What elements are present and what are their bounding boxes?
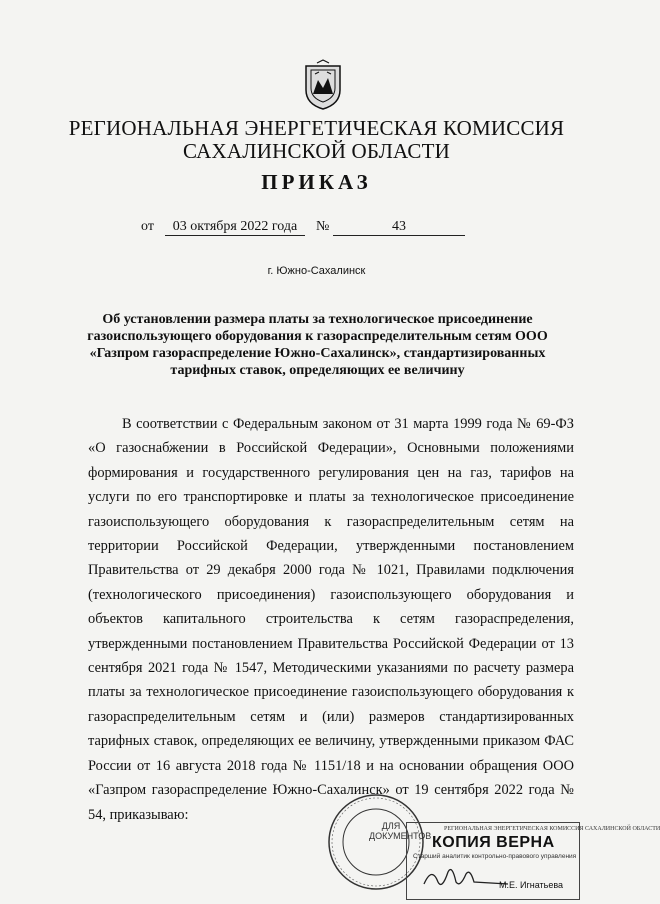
signer-name: М.Е. Игнатьева — [499, 880, 564, 890]
date-label: от — [141, 219, 154, 234]
body-paragraph: В соответствии с Федеральным законом от 31 марта 1999 года № 69-ФЗ «О газоснабжении в Российской Федерации», Основными положениями формирования и государственного регулирования цен на газ, тарифов на услуги по его транспортировке и платы за технологическое присоединение газоиспользующего оборудования к газораспределительным сетям на территории Российской Федерации, утвержденными постановлением Правительства от 29 декабря 2000 года № 1021, Правилами подключения (технологического присоединения) газоиспользующего оборудования и объектов капитального строительства к сетям газораспределения, утвержденными постановлением Правительства Российской Федерации от 13 сентября 2021 года № 1547, Методическими указаниями по расчету размера платы за технологическое присоединение газоиспользующего оборудования к газораспределительным сетям и (или) размеров стандартизированных тарифных ставок, определяющих ее величину, утвержденными приказом ФАС России от 16 августа 2018 года № 1151/18 и на основании обращения ООО «Газпром газораспределение Южно-Сахалинск» от 19 сентября 2022 года № 54, приказываю: — [88, 416, 574, 823]
round-stamp-label: ДЛЯ ДОКУМЕНТОВ — [369, 821, 432, 841]
stamp-position: Старший аналитик контрольно-правового управления — [413, 853, 577, 860]
organization-region: САХАЛИНСКОЙ ОБЛАСТИ — [183, 139, 450, 163]
number-label: № — [316, 219, 330, 234]
copy-certified-mark: КОПИЯ ВЕРНА — [432, 834, 555, 851]
order-date: 03 октября 2022 года — [165, 219, 305, 236]
order-number: 43 — [333, 219, 465, 236]
stamp-organization: РЕГИОНАЛЬНАЯ ЭНЕРГЕТИЧЕСКАЯ КОМИССИЯ САХАЛИНСКОЙ ОБЛАСТИ — [444, 826, 660, 832]
document-type: ПРИКАЗ — [261, 170, 372, 194]
signature-icon — [420, 862, 510, 892]
city: г. Южно-Сахалинск — [267, 265, 366, 277]
document-title: Об установлении размера платы за технологическое присоединение газоиспользующего оборудования к газораспределительным сетям ООО «Газпром газораспределение Южно-Сахалинск», стандартизированных тарифных ставок, определяющих ее величину — [87, 312, 548, 378]
organization-name: РЕГИОНАЛЬНАЯ ЭНЕРГЕТИЧЕСКАЯ КОМИССИЯ — [68, 116, 565, 140]
coat-of-arms-icon — [303, 60, 343, 110]
